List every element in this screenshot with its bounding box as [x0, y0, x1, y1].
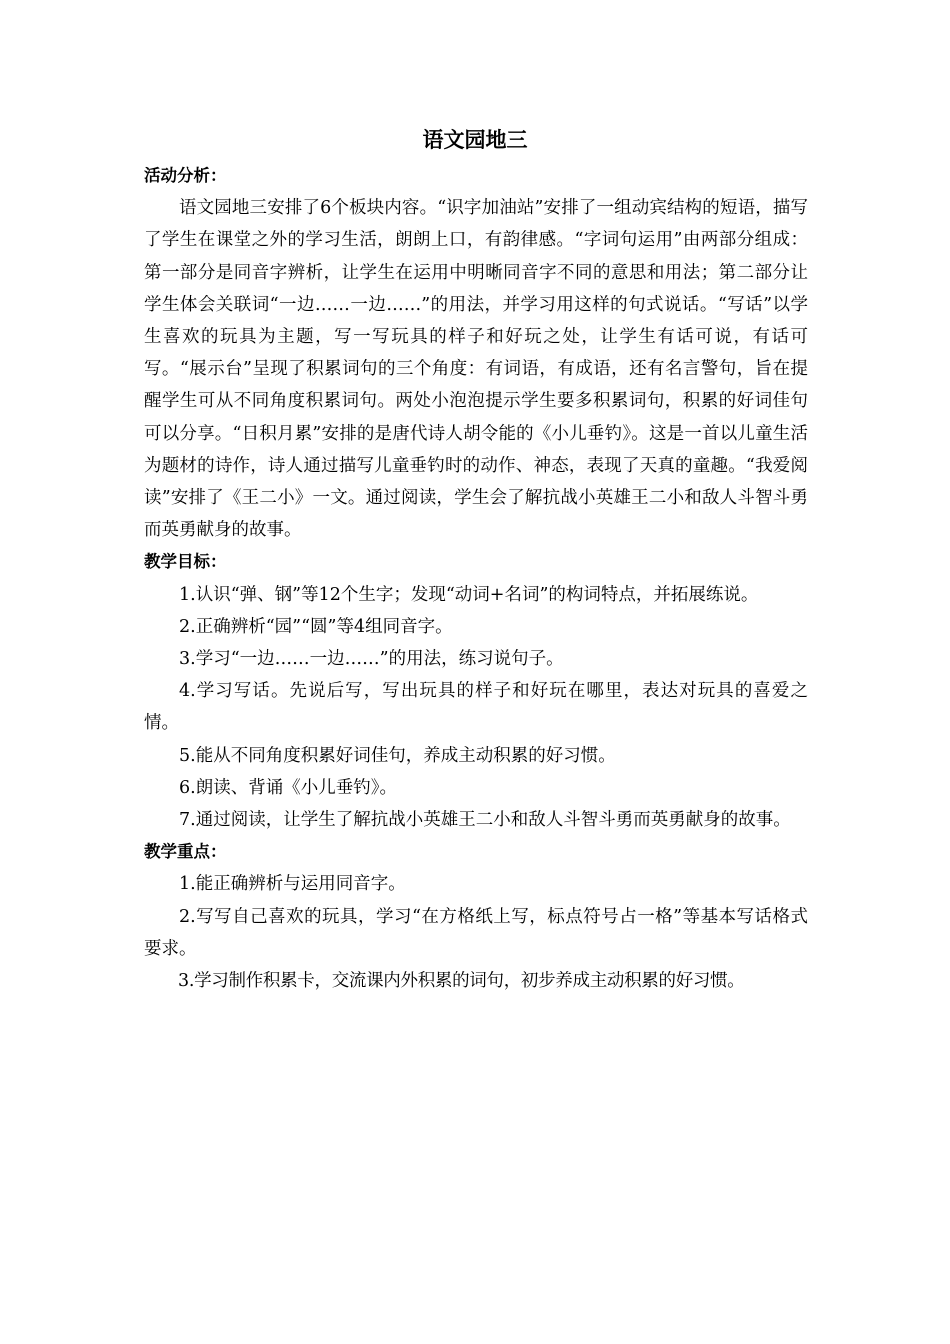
- teaching-goal-item: 4.学习写话。先说后写，写出玩具的样子和好玩在哪里，表达对玩具的喜爱之情。: [144, 681, 808, 734]
- teaching-focus-item: 2.写写自己喜欢的玩具，学习“在方格纸上写，标点符号占一格”等基本写话格式要求。: [144, 906, 808, 959]
- section-heading-teaching-focus: 教学重点：: [144, 842, 227, 862]
- activity-analysis-paragraph: 语文园地三安排了6个板块内容。“识字加油站”安排了一组动宾结构的短语，描写了学生在课堂之外的学习生活，朗朗上口，有韵律感。“字词句运用”由两部分组成：第一部分是同音字辨析，让学生在运用中明晰同音字不同的意思和用法；第二部分让学生体会关联词“一边……一边……”的用法，并学习用这样的句式说话。“写话”以学生喜欢的玩具为主题，写一写玩具的样子和好玩之处，让学生有话可说，有话可写。“展示台”呈现了积累词句的三个角度：有词语，有成语，还有名言警句，旨在提醒学生可从不同角度积累词句。两处小泡泡提示学生要多积累词句，积累的好词佳句可以分享。“日积月累”安排的是唐代诗人胡令能的《小儿垂钓》。这是一首以儿童生活为题材的诗作，诗人通过描写儿童垂钓时的动作、神态，表现了天真的童趣。“我爱阅读”安排了《王二小》一文。通过阅读，学生会了解抗战小英雄王二小和敌人斗智斗勇而英勇献身的故事。: [144, 198, 808, 541]
- teaching-focus-item: 1.能正确辨析与运用同音字。: [179, 874, 406, 895]
- section-heading-activity-analysis: 活动分析：: [144, 166, 227, 185]
- teaching-goal-item: 7.通过阅读，让学生了解抗战小英雄王二小和敌人斗智斗勇而英勇献身的故事。: [179, 810, 791, 831]
- teaching-goal-item: 6.朗读、背诵《小儿垂钓》。: [179, 777, 397, 798]
- teaching-goal-item: 1.认识“弹、钢”等12个生字；发现“动词+名词”的构词特点，并拓展练说。: [179, 584, 759, 605]
- teaching-goal-item: 3.学习“一边……一边……”的用法，练习说句子。: [179, 649, 564, 670]
- teaching-goal-item: 2.正确辨析“园”“圆”等4组同音字。: [179, 616, 453, 637]
- section-heading-teaching-goals: 教学目标：: [144, 552, 227, 572]
- document-body: [144, 160, 808, 997]
- page-title: 语文园地三: [422, 128, 528, 152]
- teaching-goal-item: 5.能从不同角度积累好词佳句，养成主动积累的好习惯。: [179, 745, 616, 766]
- teaching-focus-item: 3.学习制作积累卡，交流课内外积累的词句，初步养成主动积累的好习惯。: [178, 971, 745, 992]
